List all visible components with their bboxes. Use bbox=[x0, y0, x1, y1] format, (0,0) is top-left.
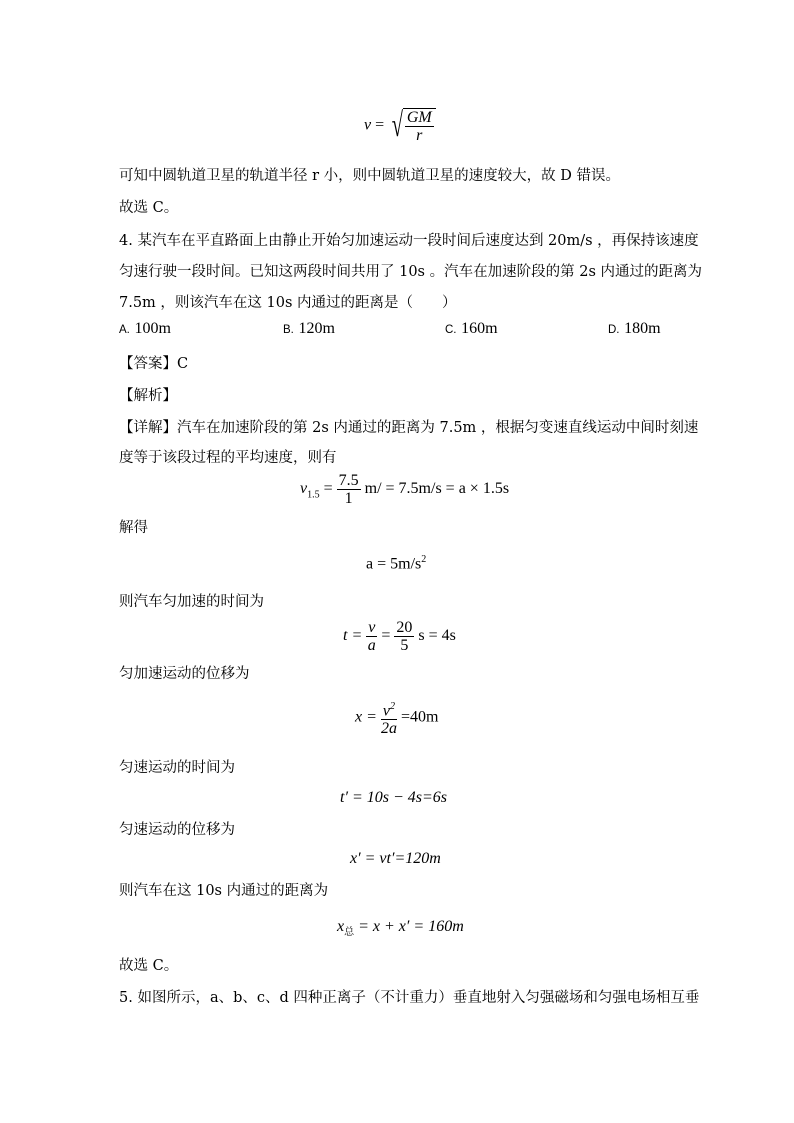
question-4-line-1: 4. 某汽车在平直路面上由静止开始匀加速运动一段时间后速度达到 20m/s ，再保持该速度 bbox=[119, 233, 699, 249]
solve-label: 解得 bbox=[119, 520, 148, 536]
formula-v15: $v_{1.5}$ = $\frac{7.5}{1}$ m/ = 7.5m/s = a × 1.5s bbox=[300, 472, 510, 507]
formula-t: t = $\frac{v}{a}$ = $\frac{20}{5}$ s = 4s bbox=[343, 619, 456, 654]
total-label: 则汽车在这 10s 内通过的距离为 bbox=[119, 883, 329, 899]
paragraph-1: 可知中圆轨道卫星的轨道半径 r 小，则中圆轨道卫星的速度较大，故 D 错误。 bbox=[119, 168, 620, 184]
formula-a: $a = 5m/s^2$ bbox=[366, 554, 427, 573]
option-d: D. 180m bbox=[608, 320, 661, 337]
formula-x2: x′ = vt′=120m bbox=[350, 850, 441, 867]
formula-x: x = $\frac{v^2}{2a}$ =40m bbox=[355, 698, 438, 737]
question-5-line-1: 5. 如图所示，a、b、c、d 四种正离子（不计重力）垂直地射入匀强磁场和匀强电场相互垂 bbox=[119, 990, 700, 1006]
x-label: 匀加速运动的位移为 bbox=[119, 666, 250, 682]
paragraph-2: 故选 C。 bbox=[119, 200, 179, 216]
question-4-line-2: 匀速行驶一段时间。已知这两段时间共用了 10s 。汽车在加速阶段的第 2s 内通过的距离为 bbox=[119, 264, 702, 280]
answer: 【答案】C bbox=[119, 356, 189, 372]
option-c: C. 160m bbox=[445, 320, 498, 337]
detail-line-1: 【详解】汽车在加速阶段的第 2s 内通过的距离为 7.5m ，根据匀变速直线运动中间时刻速 bbox=[119, 420, 699, 436]
option-b: B. 120m bbox=[283, 320, 335, 337]
x2-label: 匀速运动的位移为 bbox=[119, 822, 235, 838]
t-label: 则汽车匀加速的时间为 bbox=[119, 594, 264, 610]
formula-total: $x_总 = x + x' = 160m$ bbox=[337, 918, 464, 939]
option-a: A. 100m bbox=[119, 320, 171, 337]
question-4-line-3: 7.5m ，则该汽车在这 10s 内通过的距离是（ ） bbox=[119, 295, 457, 311]
formula-t2: t′ = 10s − 4s=6s bbox=[340, 789, 448, 806]
t2-label: 匀速运动的时间为 bbox=[119, 760, 235, 776]
analysis-heading: 【解析】 bbox=[119, 388, 177, 404]
conclusion: 故选 C。 bbox=[119, 958, 179, 974]
detail-line-2: 度等于该段过程的平均速度，则有 bbox=[119, 450, 337, 466]
formula-v-sqrt: v = √ $\frac{GM}{r}$ bbox=[364, 108, 436, 144]
